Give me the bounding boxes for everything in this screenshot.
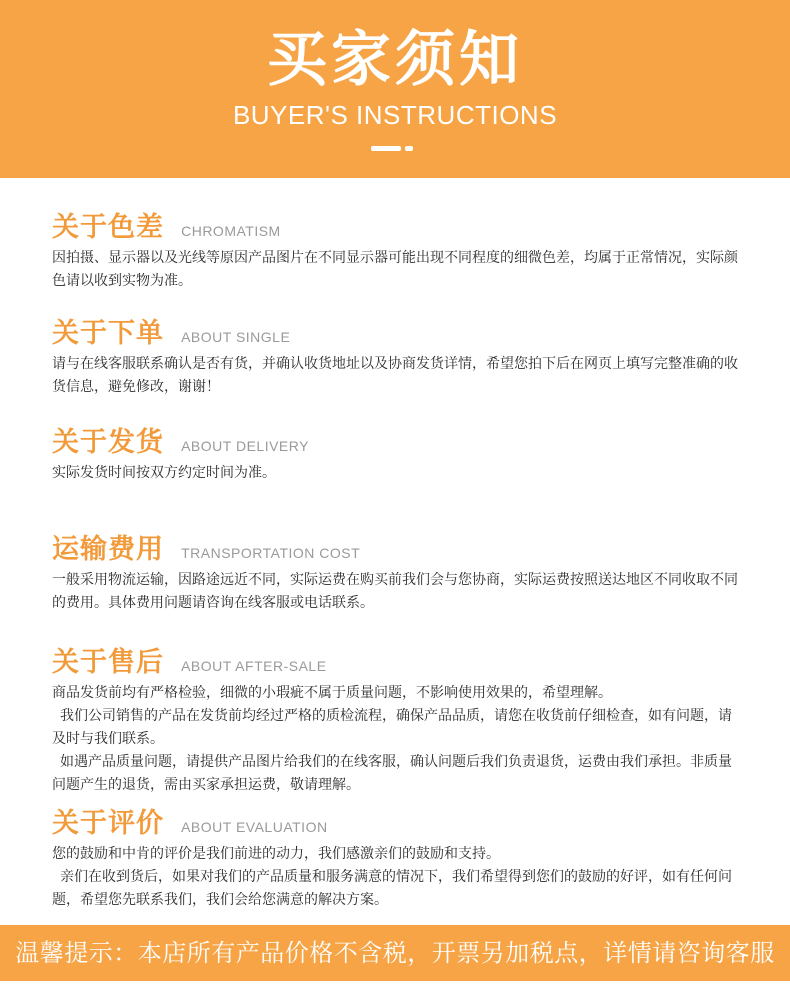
header-divider [371, 146, 401, 151]
section-title: 关于下单 [52, 318, 164, 349]
section-body [52, 682, 742, 797]
paragraph: 我们公司销售的产品在发货前均经过严格的质检流程，确保产品品质，请您在收货前仔细检查，如有问题，请及时与我们联系。 [52, 708, 732, 747]
page-subtitle: BUYER'S INSTRUCTIONS [232, 100, 558, 130]
header-divider-dot [405, 146, 413, 151]
section-after-sale [52, 640, 742, 797]
paragraph: 因拍摄、显示器以及光线等原因产品图片在不同显示器可能出现不同程度的细微色差，均属于正常情况，实际颜色请以收到实物为准。 [52, 250, 738, 289]
section-body [52, 247, 742, 293]
paragraph: 您的鼓励和中肯的评价是我们前进的动力，我们感激亲们的鼓励和支持。 [52, 846, 500, 862]
paragraph: 如遇产品质量问题，请提供产品图片给我们的在线客服，确认问题后我们负责退货，运费由我们承担。非质量问题产生的退货，需由买家承担运费，敬请理解。 [52, 754, 732, 793]
section-title: 运输费用 [52, 534, 164, 565]
section-heading [52, 640, 742, 680]
paragraph: 亲们在收到货后，如果对我们的产品质量和服务满意的情况下，我们希望得到您们的鼓励的好评，如有任何问题，希望您先联系我们，我们会给您满意的解决方案。 [52, 869, 732, 908]
header-banner [0, 0, 790, 178]
section-title: 关于售后 [52, 647, 164, 678]
section-title: 关于发货 [52, 427, 164, 458]
section-subtitle: ABOUT EVALUATION [181, 819, 328, 835]
section-transportation [52, 527, 742, 615]
section-heading [52, 311, 742, 351]
section-subtitle: ABOUT AFTER-SALE [181, 658, 327, 674]
section-chromatism [52, 205, 742, 293]
section-subtitle: ABOUT SINGLE [181, 329, 291, 345]
section-heading [52, 801, 742, 841]
footer-notice: 温馨提示：本店所有产品价格不含税，开票另加税点，详情请咨询客服 [0, 925, 790, 981]
paragraph: 一般采用物流运输，因路途远近不同，实际运费在购买前我们会与您协商，实际运费按照送达地区不同收取不同的费用。具体费用问题请咨询在线客服或电话联系。 [52, 572, 738, 611]
section-heading [52, 420, 742, 460]
section-delivery [52, 420, 742, 485]
section-body [52, 462, 742, 485]
section-body [52, 353, 742, 399]
page-title: 买家须知 [267, 25, 523, 95]
paragraph: 实际发货时间按双方约定时间为准。 [52, 465, 276, 481]
section-title: 关于评价 [52, 808, 164, 839]
section-order [52, 311, 742, 399]
section-subtitle: CHROMATISM [181, 223, 281, 239]
paragraph: 商品发货前均有严格检验，细微的小瑕疵不属于质量问题，不影响使用效果的，希望理解。 [52, 685, 612, 701]
section-title: 关于色差 [52, 212, 164, 243]
section-subtitle: ABOUT DELIVERY [181, 438, 309, 454]
section-body [52, 569, 742, 615]
section-heading [52, 527, 742, 567]
section-body [52, 843, 742, 912]
section-heading [52, 205, 742, 245]
section-evaluation [52, 801, 742, 912]
section-subtitle: TRANSPORTATION COST [181, 545, 361, 561]
paragraph: 请与在线客服联系确认是否有货，并确认收货地址以及协商发货详情，希望您拍下后在网页上填写完整准确的收货信息，避免修改，谢谢！ [52, 356, 738, 395]
